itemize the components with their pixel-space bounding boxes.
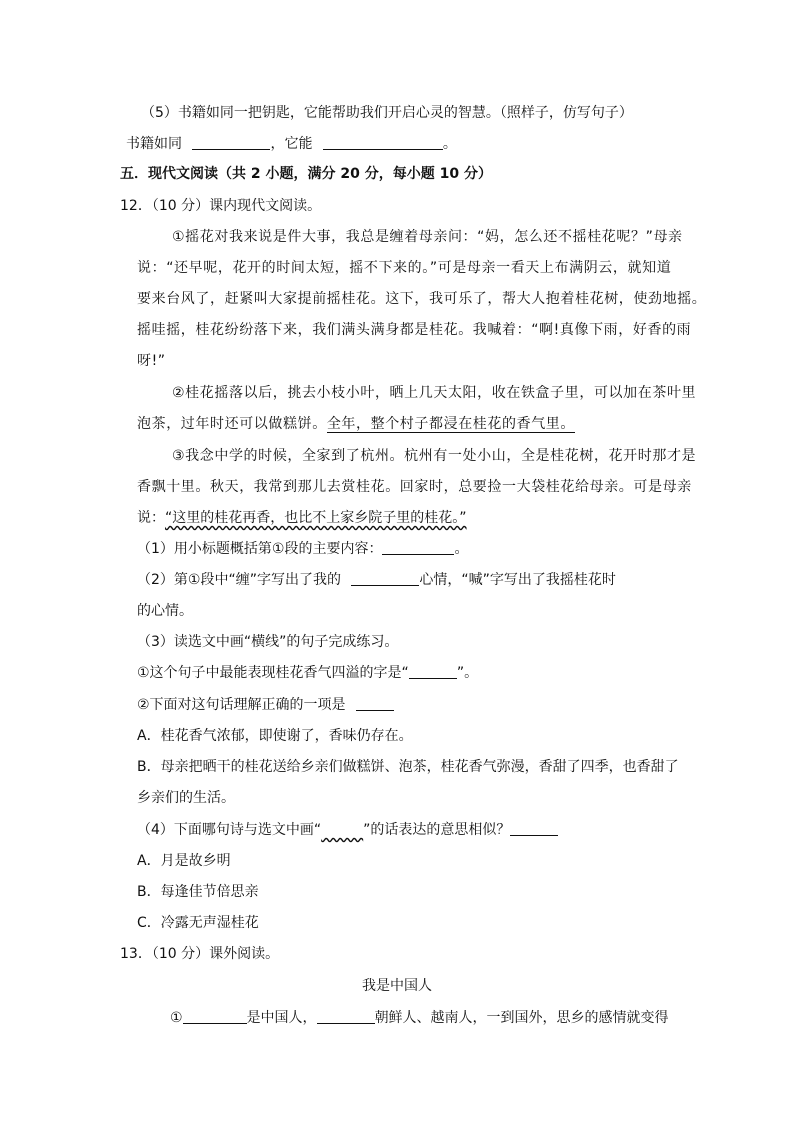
q12-sq3-2 <box>137 695 394 715</box>
q12-sq3-1-text-b: ”。 <box>456 665 479 681</box>
q12-poem-c: C．冷露无声湿桂花 <box>137 915 259 931</box>
q5-fill-end: 。 <box>442 136 457 152</box>
q12-p1-line: 呀!” <box>137 353 166 369</box>
q5-fill-b: ，它能 <box>270 136 313 152</box>
q12-sq2-text-a: （2）第①段中“缠”字写出了我的 <box>137 572 341 588</box>
q12-option-a: A．桂花香气浓郁，即使谢了，香味仍存在。 <box>137 728 413 744</box>
q13-article-title: 我是中国人 <box>362 978 432 994</box>
q12-sq2-blank[interactable] <box>351 571 419 586</box>
q12-sq4 <box>137 820 558 840</box>
q13-p1-text-c: 朝鲜人、越南人，一到国外，思乡的感情就变得 <box>374 1010 669 1026</box>
q13-blank-2[interactable] <box>317 1009 375 1024</box>
q12-sq1-blank[interactable] <box>382 540 454 555</box>
q12-p3-plain: 说： <box>137 510 165 526</box>
q5-fill-line <box>126 134 457 154</box>
q12-sq4-blank[interactable] <box>510 821 558 836</box>
q13-blank-1[interactable] <box>183 1009 247 1024</box>
q12-p2-line <box>137 414 575 434</box>
q13-p1-line <box>170 1008 669 1028</box>
q12-underlined-sentence: 全年，整个村子都浸在桂花的香气里。 <box>326 416 576 432</box>
q12-sq1-text: （1）用小标题概括第①段的主要内容： <box>137 541 383 557</box>
q12-sq4-text-a: （4）下面哪句诗与选文中画“ <box>137 822 322 838</box>
q12-p2-line: ②桂花摇落以后，挑去小枝小叶，晒上几天太阳，收在铁盒子里，可以加在茶叶里 <box>172 385 697 401</box>
q12-sq3-2-text: ②下面对这句话理解正确的一项是 <box>137 697 346 713</box>
q12-sq3-2-blank[interactable] <box>356 696 394 711</box>
q12-poem-b: B．每逢佳节倍思亲 <box>137 884 259 900</box>
q13-p1-text-b: 是中国人， <box>246 1010 317 1026</box>
q13-p1-marker: ① <box>170 1010 183 1026</box>
q12-sq4-wavy-mark <box>321 822 363 838</box>
q12-sq3: （3）读选文中画“横线”的句子完成练习。 <box>137 634 399 650</box>
q12-p3-line: ③我念中学的时候，全家到了杭州。杭州有一处小山，全是桂花树，花开时那才是 <box>172 448 697 464</box>
q12-p3-line: 香飘十里。秋天，我常到那儿去赏桂花。回家时，总要捡一大袋桂花给母亲。可是母亲 <box>137 479 692 495</box>
q12-sq2-text-b: 心情，“喊”字写出了我摇桂花时 <box>419 572 616 588</box>
q12-sq3-1-text-a: ①这个句子中最能表现桂花香气四溢的字是“ <box>137 665 409 681</box>
q5-blank-1[interactable] <box>192 135 270 150</box>
q12-option-b: B．母亲把晒干的桂花送给乡亲们做糕饼、泡茶，桂花香气弥漫，香甜了四季，也香甜了 <box>137 759 679 775</box>
q13-header: 13．（10 分）课外阅读。 <box>120 946 280 962</box>
q12-header: 12．（10 分）课内现代文阅读。 <box>120 198 322 214</box>
q12-sq2 <box>137 570 616 590</box>
q12-option-b-cont: 乡亲们的生活。 <box>137 790 235 806</box>
q12-sq4-text-b: ”的话表达的意思相似？ <box>363 822 511 838</box>
q12-sq3-1 <box>137 663 478 683</box>
q12-p1-line: ①摇花对我来说是件大事，我总是缠着母亲问：“妈，怎么还不摇桂花呢？”母亲 <box>172 229 683 245</box>
q12-sq3-1-blank[interactable] <box>409 664 457 679</box>
q5-fill-a: 书籍如同 <box>126 136 182 152</box>
q12-sq1 <box>137 539 468 559</box>
q12-p2-plain: 泡茶，过年时还可以做糕饼。 <box>137 416 327 432</box>
section5-title: 五．现代文阅读（共 2 小题，满分 20 分，每小题 10 分） <box>120 166 492 182</box>
q12-poem-a: A．月是故乡明 <box>137 853 231 869</box>
q5-prompt: （5）书籍如同一把钥匙，它能帮助我们开启心灵的智慧。（照样子，仿写句子） <box>141 105 633 121</box>
q12-p1-line: 要来台风了，赶紧叫大家提前摇桂花。这下，我可乐了，帮大人抱着桂花树，使劲地摇。 <box>137 291 707 307</box>
q12-sq2-cont: 的心情。 <box>137 603 193 619</box>
q12-p1-line: 摇哇摇，桂花纷纷落下来，我们满头满身都是桂花。我喊着：“啊!真像下雨，好香的雨 <box>137 322 692 338</box>
q12-p3-line <box>137 508 467 528</box>
q12-wavy-sentence: “这里的桂花再香，也比不上家乡院子里的桂花。” <box>165 510 467 526</box>
q5-blank-2[interactable] <box>323 135 443 150</box>
q12-sq1-end: 。 <box>454 541 469 557</box>
q12-p1-line: 说：“还早呢，花开的时间太短，摇不下来的。”可是母亲一看天上布满阴云，就知道 <box>137 260 672 276</box>
